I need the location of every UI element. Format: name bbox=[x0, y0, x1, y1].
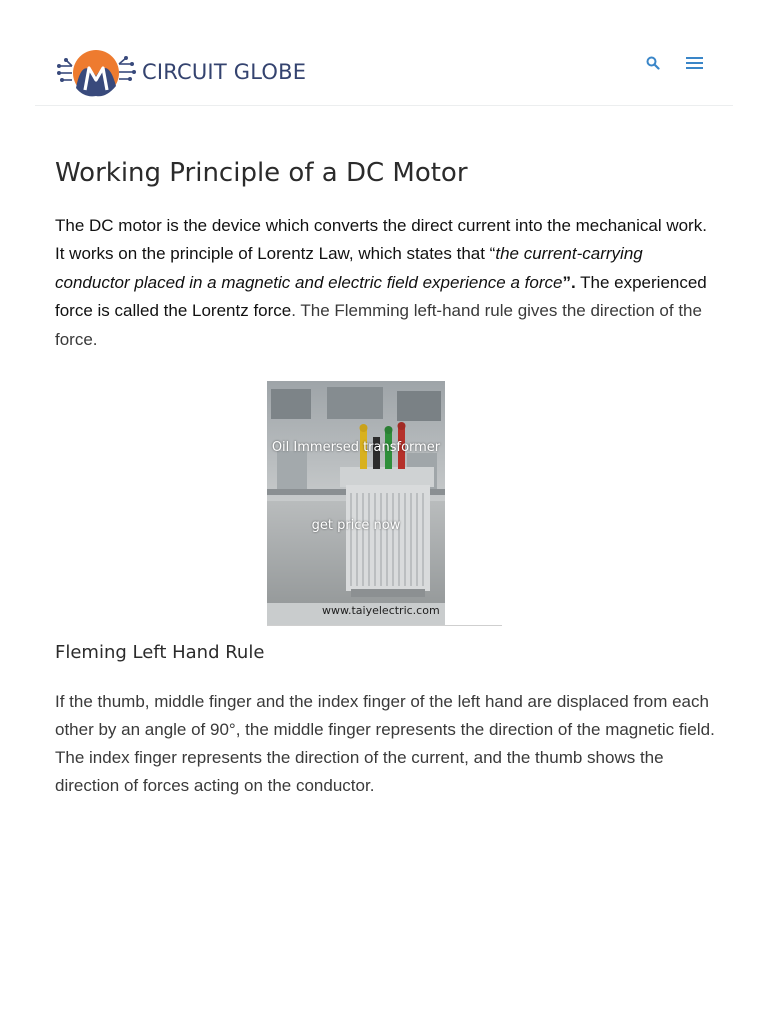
intro-text-end: . The Flemming left-hand rule gives the direction of the force. bbox=[55, 301, 702, 349]
transformer-ad-image[interactable] bbox=[267, 381, 445, 626]
rule-paragraph: If the thumb, middle finger and the index finger of the left hand are displaced from each other by an angle of 90°, the middle finger represents the direction of the magnetic field. The index finger represents the direction of the current, and the thumb shows the direction of forces acting on the conductor. bbox=[55, 692, 715, 795]
intro-quote-close: ”. bbox=[562, 272, 576, 292]
brand-name: CIRCUIT GLOBE bbox=[142, 60, 307, 84]
header-actions bbox=[646, 56, 703, 70]
ad-cta-button[interactable]: get price now bbox=[311, 518, 401, 533]
search-icon[interactable] bbox=[646, 56, 660, 70]
site-logo[interactable] bbox=[56, 46, 306, 98]
circuit-globe-logo-icon bbox=[56, 46, 136, 98]
article-title: Working Principle of a DC Motor bbox=[55, 158, 468, 188]
intro-quote: the current-carrying conductor placed in a magnetic and electric field experience a force bbox=[55, 244, 643, 292]
ad-divider bbox=[267, 625, 502, 626]
intro-paragraph bbox=[55, 212, 715, 354]
transformer-photo bbox=[267, 381, 445, 626]
section-heading: Fleming Left Hand Rule bbox=[55, 642, 265, 663]
intro-text-start: The DC motor is the device which converts the direct current into the mechanical work. It works on the principle of Lorentz Law, which states that “ bbox=[55, 216, 707, 264]
ad-title: Oil Immersed transformer bbox=[271, 440, 441, 455]
site-header bbox=[35, 0, 733, 106]
ad-url: www.taiyelectric.com bbox=[322, 604, 440, 617]
intro-lorentz-force: The experienced force is called the Lorentz force bbox=[55, 272, 707, 321]
hamburger-menu-icon[interactable] bbox=[686, 56, 703, 70]
